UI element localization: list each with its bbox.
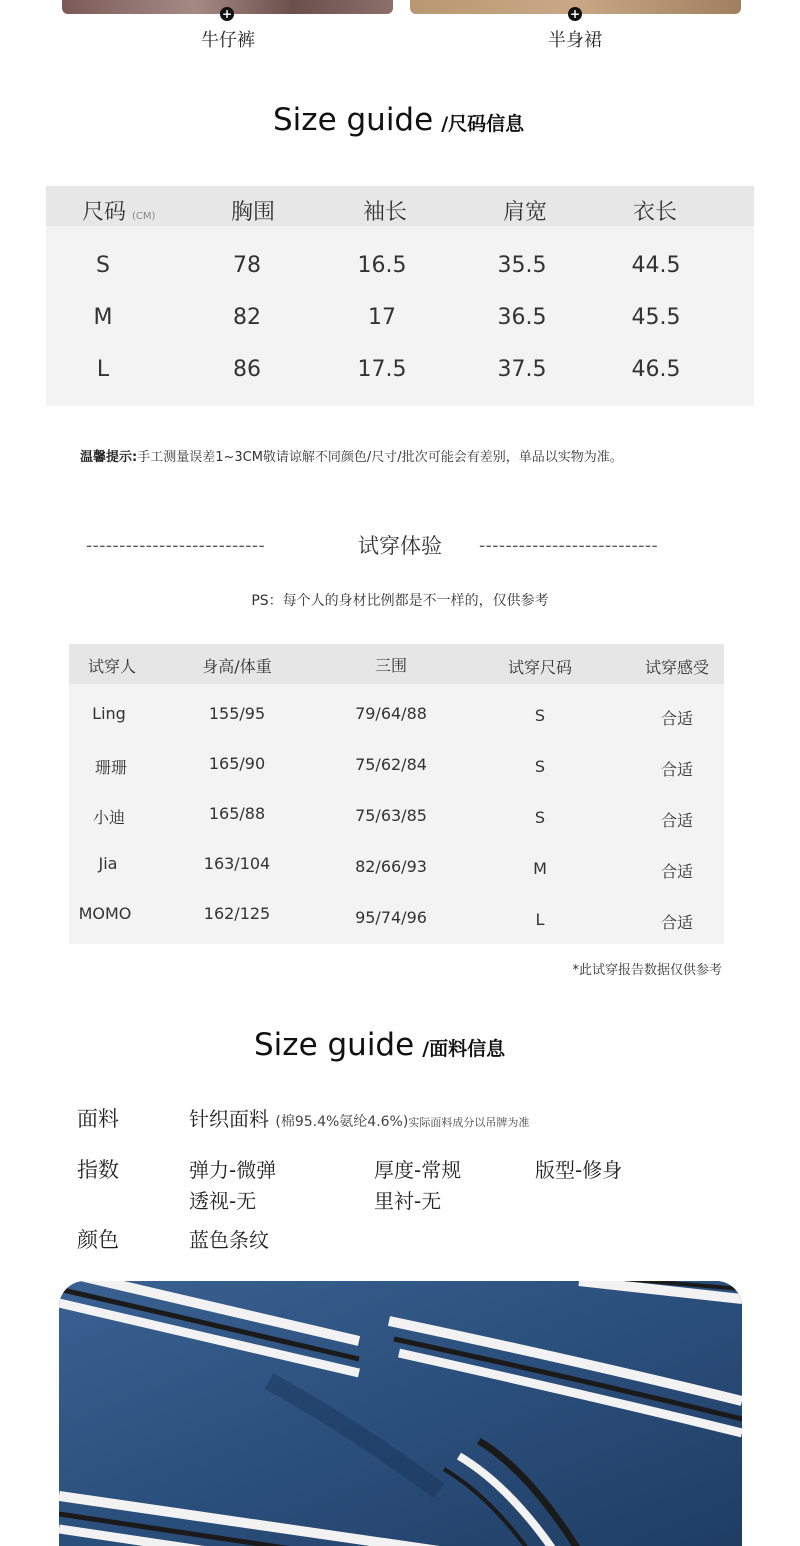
material-name: 针织面料	[189, 1107, 269, 1131]
feeling: 合适	[660, 811, 693, 830]
header-height-weight: 身高/体重	[202, 657, 272, 676]
tester-name: 珊珊	[94, 758, 127, 777]
measurements: 82/66/93	[355, 857, 427, 876]
tester-name: Ling	[92, 704, 126, 723]
size-table	[46, 186, 754, 406]
measurements: 75/63/85	[355, 806, 427, 825]
measurements: 79/64/88	[355, 704, 427, 723]
heading-cn: /面料信息	[422, 1038, 506, 1060]
heading-cn: /尺码信息	[441, 113, 525, 135]
plus-icon[interactable]: +	[221, 7, 233, 21]
divider-left: ---------------------------	[86, 536, 266, 556]
index-lining: 里衬-无	[374, 1189, 442, 1213]
height-weight: 155/95	[208, 704, 266, 723]
header-size-label: 尺码	[82, 200, 127, 225]
trial-size: M	[533, 859, 547, 878]
chest-cell: 86	[233, 357, 261, 382]
header-length: 衣长	[632, 200, 677, 225]
caption-skirt: 半身裙	[548, 30, 602, 51]
index-label: 指数	[77, 1158, 119, 1182]
fabric-heading	[254, 1027, 505, 1063]
material-note: 实际面料成分以吊牌为准	[408, 1116, 530, 1129]
tip-label: 温馨提示:	[80, 450, 138, 465]
shoulder-cell: 36.5	[497, 305, 547, 330]
tip-text: 手工测量误差1~3CM敬请谅解不同颜色/尺寸/批次可能会有差别，单品以实物为准。	[137, 450, 623, 465]
trial-table	[69, 644, 724, 944]
header-sleeve: 袖长	[362, 200, 407, 225]
height-weight: 165/88	[208, 804, 266, 823]
header-measurements: 三围	[374, 656, 407, 675]
length-cell: 45.5	[631, 305, 681, 330]
trial-title: 试穿体验	[358, 534, 442, 558]
header-feeling: 试穿感受	[644, 658, 709, 677]
header-size	[82, 195, 155, 226]
index-fit: 版型-修身	[535, 1158, 623, 1182]
material-label: 面料	[77, 1107, 119, 1131]
tester-name: 小迪	[92, 808, 125, 827]
caption-jeans: 牛仔裤	[201, 30, 255, 51]
trial-size: S	[534, 808, 546, 827]
heading-en: Size guide	[254, 1027, 415, 1063]
index-elasticity: 弹力-微弹	[189, 1158, 277, 1182]
tester-name: Jia	[98, 854, 118, 873]
striped-fabric-image	[59, 1281, 742, 1546]
trial-size: S	[534, 757, 546, 776]
trial-size: S	[534, 706, 546, 725]
size-guide-heading	[273, 102, 524, 138]
unit-label: (CM)	[132, 211, 156, 222]
color-label: 颜色	[77, 1228, 119, 1252]
trial-size: L	[535, 910, 545, 929]
tester-name: MOMO	[78, 904, 132, 923]
header-trial-size: 试穿尺码	[507, 658, 572, 677]
index-thickness: 厚度-常规	[374, 1158, 462, 1182]
feeling: 合适	[660, 760, 693, 779]
header-chest: 胸围	[230, 200, 275, 225]
material-value	[189, 1103, 529, 1132]
height-weight: 162/125	[203, 904, 271, 923]
height-weight: 163/104	[203, 854, 271, 873]
color-value: 蓝色条纹	[189, 1228, 269, 1252]
material-detail: (棉95.4%氨纶4.6%)	[275, 1114, 409, 1130]
warm-tip	[80, 446, 623, 465]
plus-icon[interactable]: +	[569, 7, 581, 21]
height-weight: 165/90	[208, 754, 266, 773]
sleeve-cell: 17.5	[357, 357, 407, 382]
sleeve-cell: 17	[368, 305, 396, 330]
feeling: 合适	[660, 913, 693, 932]
size-cell: L	[96, 357, 110, 382]
chest-cell: 78	[233, 253, 261, 278]
index-sheer: 透视-无	[189, 1189, 257, 1213]
measurements: 95/74/96	[355, 908, 427, 927]
shoulder-cell: 35.5	[497, 253, 547, 278]
shoulder-cell: 37.5	[497, 357, 547, 382]
size-cell: S	[96, 253, 110, 278]
measurements: 75/62/84	[355, 755, 427, 774]
length-cell: 46.5	[631, 357, 681, 382]
feeling: 合适	[660, 862, 693, 881]
length-cell: 44.5	[631, 253, 681, 278]
size-cell: M	[93, 305, 113, 330]
chest-cell: 82	[233, 305, 261, 330]
header-tester: 试穿人	[87, 657, 136, 676]
fabric-photo	[59, 1281, 742, 1546]
trial-ps: PS：每个人的身材比例都是不一样的，仅供参考	[251, 593, 549, 609]
sleeve-cell: 16.5	[357, 253, 407, 278]
divider-right: ---------------------------	[479, 536, 659, 556]
heading-en: Size guide	[273, 102, 434, 138]
trial-note: *此试穿报告数据仅供参考	[572, 963, 722, 978]
feeling: 合适	[660, 709, 693, 728]
header-shoulder: 肩宽	[502, 200, 547, 225]
